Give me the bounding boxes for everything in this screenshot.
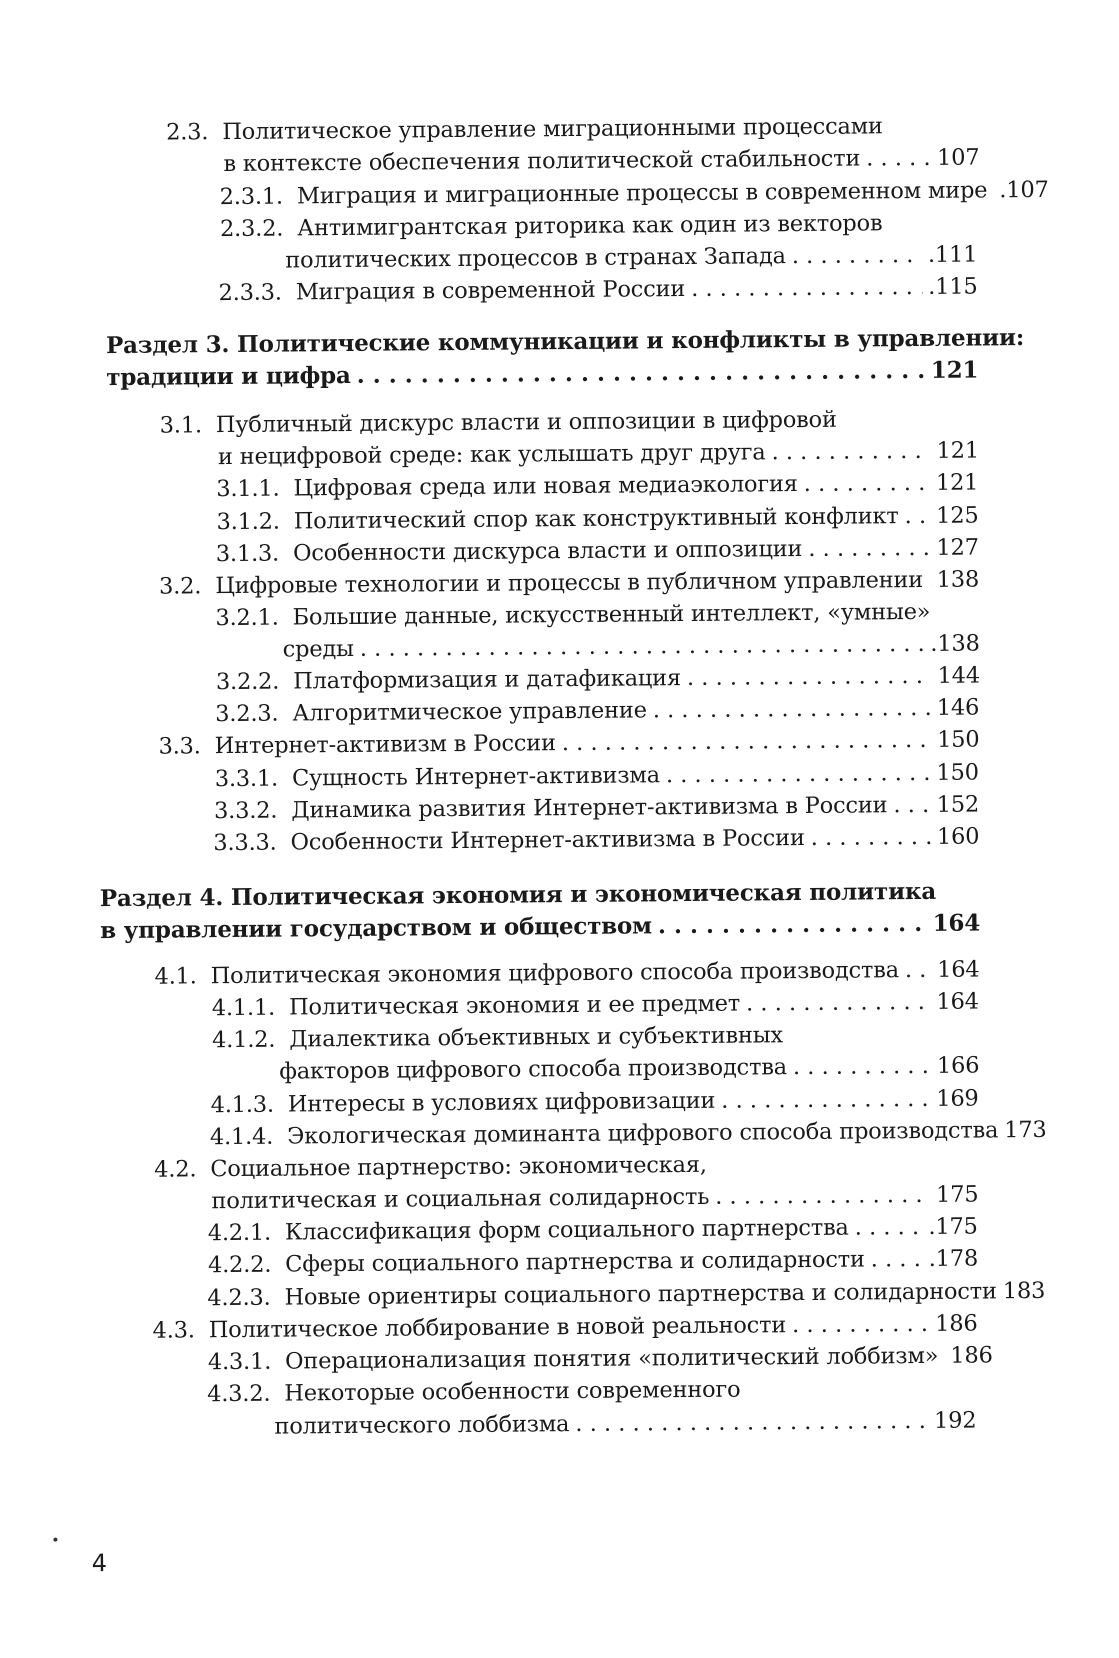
dot-leader [792,239,922,272]
toc-entry-page: 125 [936,502,979,529]
toc-entry-title: Некоторые особенности современного [284,1376,741,1407]
toc-entry-page: 146 [936,694,980,721]
dot-leader [360,628,925,665]
toc-entry-title: и нецифровой среде: как услышать друг друга [217,439,766,471]
toc-entry-number: 3.3. [158,733,201,760]
toc-entry-title: Раздел 4. Политическая экономия и экономическая политика [99,877,937,913]
toc-entry-page: 121 [936,437,980,464]
toc-entry-number: 3.1.1. [216,475,280,503]
toc-entry-number: 3.1.3. [215,540,280,568]
toc-entry-page: 150 [936,759,979,786]
toc-entry-title: факторов цифрового способа производства [279,1054,788,1085]
dot-leader [792,1308,929,1341]
toc-entry-page: 127 [936,534,979,561]
toc-entry-page: 150 [937,726,980,753]
toc-entry-number: 4.1.4. [209,1123,274,1151]
toc-entry-page: 169 [936,1085,979,1112]
toc-entry-number: 3.1. [159,412,202,439]
toc-entry-number: 3.2.1. [215,604,279,632]
toc-entry-title: Политическое управление миграционными процессами [222,113,883,146]
page-number: 4 [91,1549,108,1578]
toc-entry-title: Новые ориентиры социального партнерства и солидарности [284,1278,997,1311]
toc-entry-title: Цифровая среда или новая медиаэкология [293,471,798,502]
toc-entry-page: 192 [933,1407,977,1434]
dot-leader [715,1179,930,1213]
toc-entry-title: Миграция в современной России [295,276,686,306]
toc-entry-title: Сущность Интернет-активизма [291,762,660,792]
toc-entry-page: 164 [936,988,979,1015]
dot-leader [871,1243,923,1275]
toc-entry-number: 4.2.2. [207,1251,272,1279]
toc-entry-title: Политический спор как конструктивный конфликт [293,503,899,535]
toc-entry-title: Социальное партнерство: экономическая, [210,1151,707,1183]
toc-entry-page: 186 [950,1342,993,1369]
toc-entry-title: Интересы в условиях цифровизации [287,1087,716,1118]
toc-entry-page: 107 [936,144,980,171]
toc-entry-title: Алгоритмическое управление [292,697,647,727]
toc-entry [154,1149,707,1186]
dot-leader [929,564,931,596]
toc-entry-number: 4.2.1. [207,1219,272,1247]
toc-entry-number: 3.2. [159,573,202,600]
toc-entry-title: Платформизация и датафикация [293,665,682,695]
dot-leader [687,660,932,694]
toc-entry-title: Экологическая доминанта цифрового способа производства [287,1117,999,1150]
dot-leader [904,500,930,532]
toc-entry [208,1243,978,1282]
toc-entry-title: Классификация форм социального партнерства [284,1214,849,1246]
dot-leader [746,986,931,1020]
toc-entry-title: Политическая экономия и ее предмет [288,990,741,1021]
toc-entry-number: 2.3.2. [219,215,284,243]
toc-entry-number: 3.3.2. [213,797,278,825]
toc-entry-title: Особенности дискурса власти и оппозиции [292,536,803,567]
toc-entry-number: 3.3.1. [214,765,279,793]
toc-entry-page: 144 [937,662,981,689]
toc-entry-page: .111 [927,241,978,268]
toc-entry-title: политических процессов в странах Запада [285,243,786,274]
toc-entry-title: традиции и цифра [106,361,351,392]
toc-entry-number: 3.1.2. [216,508,280,536]
dot-leader [575,1405,928,1440]
toc-entry-page: 175 [935,1181,979,1208]
toc-entry-number: 4.3.1. [207,1348,272,1376]
toc-entry [218,270,977,309]
dot-leader [691,271,922,305]
toc-entry-page: 186 [935,1310,978,1337]
toc-entry-number: 2.3.1. [219,183,284,211]
toc-entry-page: .107 [999,176,1049,204]
toc-entry-number: 4.1. [154,963,197,990]
toc-entry [106,354,978,394]
dot-leader [804,467,930,500]
toc-entry [100,907,980,947]
toc-entry-page: 164 [932,909,981,937]
toc-entry-title: Раздел 3. Политические коммуникации и конфликты в управлении: [105,324,1025,360]
dot-leader [771,435,930,468]
toc-entry-title: политического лоббизма [274,1411,570,1440]
toc-entry-page: 166 [936,1052,980,1079]
dot-leader [653,692,931,726]
toc-entry-page: .138 [930,630,980,657]
toc-entry-page: 121 [935,469,979,496]
dot-leader [666,757,931,791]
toc-entry-page: 183 [1002,1277,1046,1305]
toc-entry [207,1374,741,1411]
toc-entry-number: 4.2.3. [207,1284,271,1312]
toc-entry-title: Миграция и миграционные процессы в современном мире [296,177,988,210]
toc-entry-number: 4.1.1. [211,994,276,1022]
toc-entry-number: 4.3. [152,1317,195,1344]
toc-entry [212,985,979,1024]
toc-entry-number: 4.1.3. [210,1091,274,1119]
toc-entry [213,820,979,859]
toc-entry-title: Политическое лоббирование в новой реальности [208,1312,787,1344]
toc-entry-number: 3.2.2. [215,668,280,696]
toc-entry-title: Операционализация понятия «политический лоббизм» [284,1342,939,1375]
dot-leader [893,789,931,821]
toc-entry-title: Сферы социального партнерства и солидарности [285,1246,865,1278]
toc-entry-title: Особенности Интернет-активизма в России [290,825,805,856]
toc-entry-page: 160 [936,823,980,850]
dot-leader [562,724,932,759]
toc-entry-number: 3.2.3. [215,700,279,728]
toc-entry [209,1115,1047,1154]
dot-leader [855,1211,923,1244]
toc-entry-number: 4.3.2. [207,1380,271,1408]
toc-entry [274,1405,976,1443]
dot-leader [357,355,925,392]
dot-leader [905,954,932,986]
toc-entry-number: 2.3. [166,119,209,146]
dot-leader [721,1083,930,1117]
toc-entry-page: 164 [937,956,980,983]
toc-entry-page: 152 [936,791,980,818]
toc-entry [223,141,979,180]
toc-entry-page: 173 [1004,1116,1047,1144]
toc-entry-number: 4.2. [154,1156,197,1183]
toc-entry [207,1340,993,1379]
toc-entry-title: Публичный дискурс власти и оппозиции в цифровой [215,406,837,439]
toc-entry-title: Большие данные, искусственный интеллект, «умные» [292,598,931,631]
toc-entry-number: 4.1.2. [211,1026,276,1054]
dot-leader [808,532,930,565]
toc-entry-page: 138 [936,566,980,593]
toc-entry-number: 2.3.3. [218,279,282,307]
dot-leader [866,142,931,175]
toc-entry-title: Политическая экономия цифрового способа производства [210,957,900,990]
toc-entry-number: 3.3.3. [213,829,277,857]
toc-entry-title: Антимигрантская риторика как один из векторов [297,210,883,242]
toc-entry [212,1019,783,1056]
toc-entry-title: Динамика развития Интернет-активизма в России [291,792,888,824]
toc-entry-title: в управлении государством и обществом [100,912,653,945]
toc-entry-title: Интернет-активизм в России [214,730,556,760]
toc-entry-title: Диалектика объективных и субъективных [289,1022,784,1053]
toc-entry-title: политическая и социальная солидарность [211,1183,710,1215]
toc-entry-title: среды [282,635,354,663]
toc-entry-page: .178 [928,1245,979,1272]
dot-leader [793,1050,931,1083]
toc-entry-page: .175 [928,1213,978,1240]
toc-entry-title: в контексте обеспечения политической стабильности [223,145,861,178]
toc-entry [216,466,978,505]
scan-dot [53,1538,57,1542]
toc-entry-title: Цифровые технологии и процессы в публичном управлении [215,566,924,600]
toc-entry-page: 121 [930,356,979,384]
dot-leader [811,821,932,854]
dot-leader [658,908,927,942]
toc-entry-page: .115 [928,273,978,300]
toc-entry [279,1049,979,1087]
